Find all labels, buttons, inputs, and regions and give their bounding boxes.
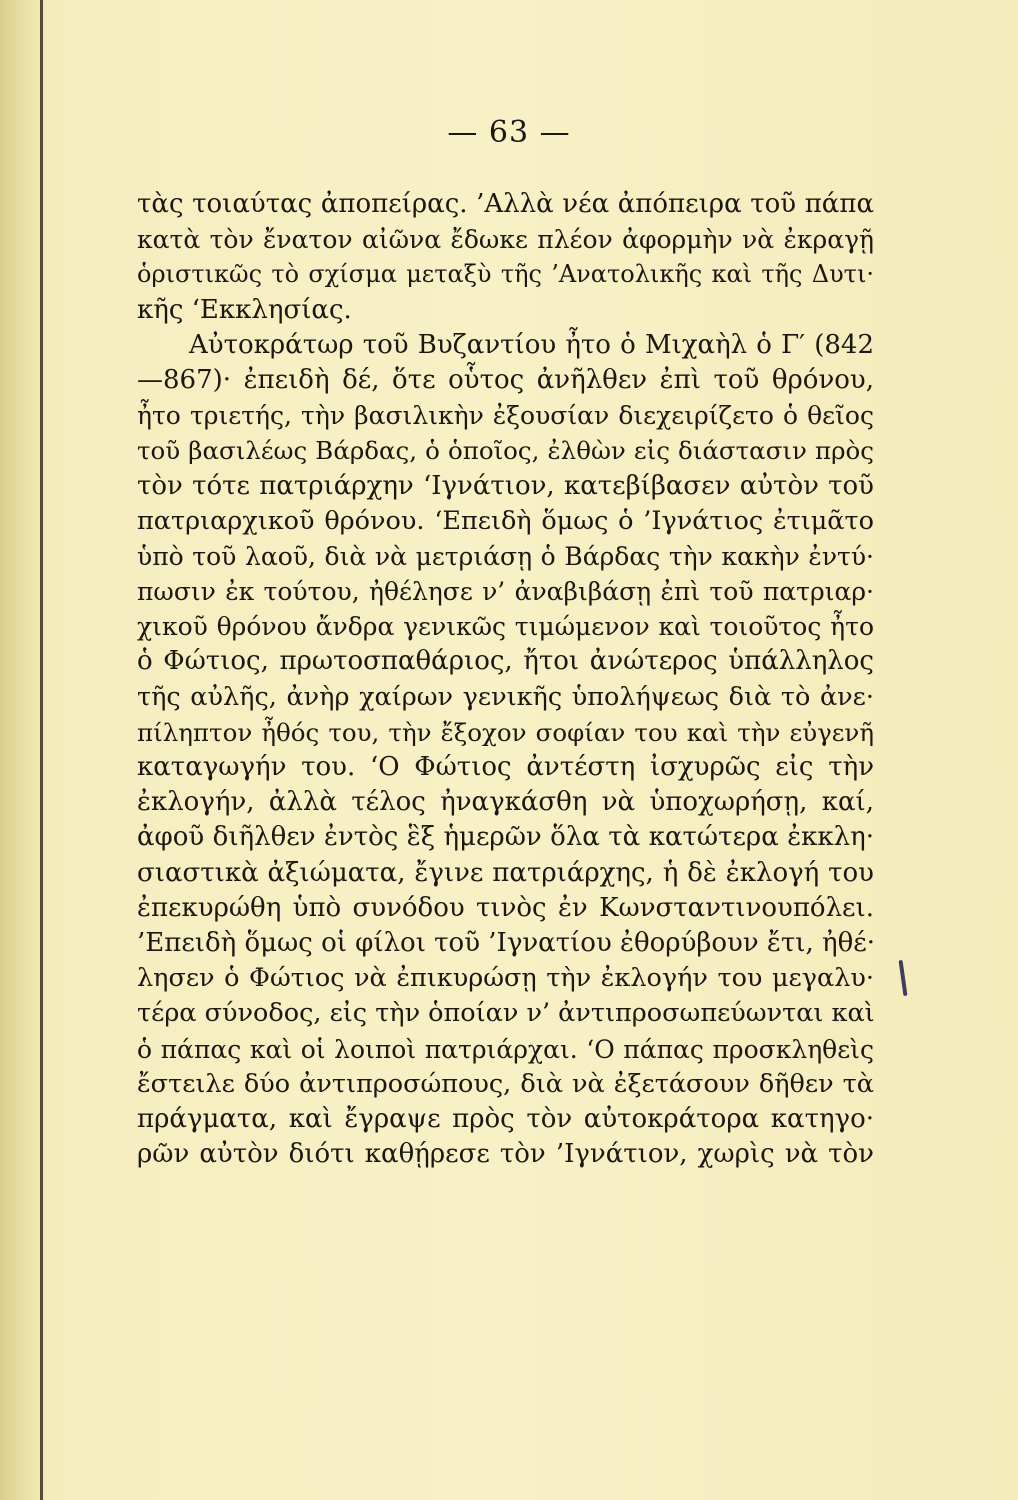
text-line-3: ὁριστικῶς τὸ σχίσμα μεταξὺ τῆς ’Ανατολικῆς καὶ τῆς Δυτι· <box>137 260 874 289</box>
text-line-14: ὁ Φώτιος, πρωτοσπαθάριος, ἤτοι ἀνώτερος ὑπάλληλος <box>137 646 874 677</box>
text-line-10: πατριαρχικοῦ θρόνου. ‘Επειδὴ ὅμως ὁ ’Ιγνάτιος ἐτιμᾶτο <box>137 505 874 536</box>
text-line-7: ἦτο τριετής, τὴν βασιλικὴν ἐξουσίαν διεχειρίζετο ὁ θεῖος <box>137 401 874 431</box>
text-line-1: τὰς τοιαύτας ἀποπείρας. ’Αλλὰ νέα ἀπόπειρα τοῦ πάπα <box>137 189 874 219</box>
text-line-26: ἔστειλε δύο ἀντιπροσώπους, διὰ νὰ ἐξετάσουν δῆθεν τὰ <box>137 1068 874 1099</box>
text-line-15: τῆς αὐλῆς, ἀνὴρ χαίρων γενικῆς ὑπολήψεως διὰ τὸ ἀνε· <box>137 681 874 712</box>
margin-pen-mark <box>899 960 908 996</box>
text-line-23: λησεν ὁ Φώτιος νὰ ἐπικυρώσῃ τὴν ἐκλογήν του μεγαλυ· <box>137 963 874 994</box>
text-line-2: κατὰ τὸν ἔνατον αἰῶνα ἔδωκε πλέον ἀφορμὴν νὰ ἐκραγῇ <box>137 225 874 255</box>
text-line-16: πίληπτον ἦθός του, τὴν ἔξοχον σοφίαν του καὶ τὴν εὐγενῆ <box>137 717 874 747</box>
text-line-25: ὁ πάπας καὶ οἱ λοιποὶ πατριάρχαι. ‘Ο πάπας προσκληθεὶς <box>137 1034 874 1064</box>
text-line-6: —867)· ἐπειδὴ δέ, ὅτε οὗτος ἀνῆλθεν ἐπὶ τοῦ θρόνου, <box>137 364 874 395</box>
text-line-18: ἐκλογήν, ἀλλὰ τέλος ἠναγκάσθη νὰ ὑποχωρήσῃ, καί, <box>137 787 874 818</box>
text-line-27: πράγματα, καὶ ἔγραψε πρὸς τὸν αὐτοκράτορα κατηγο· <box>137 1103 874 1134</box>
text-line-8: τοῦ βασιλέως Βάρδας, ὁ ὁποῖος, ἐλθὼν εἰς διάστασιν πρὸς <box>137 436 874 466</box>
text-line-9: τὸν τότε πατριάρχην ‘Ιγνάτιον, κατεβίβασεν αὐτὸν τοῦ <box>137 470 874 501</box>
text-line-19: ἀφοῦ διῆλθεν ἐντὸς ἓξ ἡμερῶν ὅλα τὰ κατώτερα ἐκκλη· <box>137 822 874 853</box>
text-line-21: ἐπεκυρώθη ὑπὸ συνόδου τινὸς ἐν Κωνσταντινουπόλει. <box>137 892 874 923</box>
text-line-5: Αὐτοκράτωρ τοῦ Βυζαντίου ἦτο ὁ Μιχαὴλ ὁ Γ′ (842 <box>189 329 874 360</box>
body-text <box>137 187 874 1172</box>
text-line-11: ὑπὸ τοῦ λαοῦ, διὰ νὰ μετριάσῃ ὁ Βάρδας τὴν κακὴν ἐντύ· <box>137 541 874 571</box>
text-line-20: σιαστικὰ ἀξιώματα, ἔγινε πατριάρχης, ἡ δὲ ἐκλογή του <box>137 857 874 888</box>
text-line-28: ρῶν αὐτὸν διότι καθῄρεσε τὸν ’Ιγνάτιον, χωρὶς νὰ τὸν <box>137 1139 874 1170</box>
text-line-24: τέρα σύνοδος, εἰς τὴν ὁποίαν ν’ ἀντιπροσωπεύωνται καὶ <box>137 998 875 1029</box>
text-line-12: πωσιν ἐκ τούτου, ἠθέλησε ν’ ἀναβιβάσῃ ἐπὶ τοῦ πατριαρ· <box>137 577 874 607</box>
text-line-17: καταγωγήν του. ‘Ο Φώτιος ἀντέστη ἰσχυρῶς εἰς τὴν <box>137 752 874 782</box>
binding-edge-line <box>40 0 43 1500</box>
text-line-4: κῆς ‘Εκκλησίας. <box>137 294 352 325</box>
text-line-13: χικοῦ θρόνου ἄνδρα γενικῶς τιμώμενον καὶ τοιοῦτος ἦτο <box>137 612 874 642</box>
text-line-22: ’Επειδὴ ὅμως οἱ φίλοι τοῦ ’Ιγνατίου ἐθορύβουν ἔτι, ἠθέ· <box>137 927 875 958</box>
page-number: — 63 — <box>447 115 571 150</box>
